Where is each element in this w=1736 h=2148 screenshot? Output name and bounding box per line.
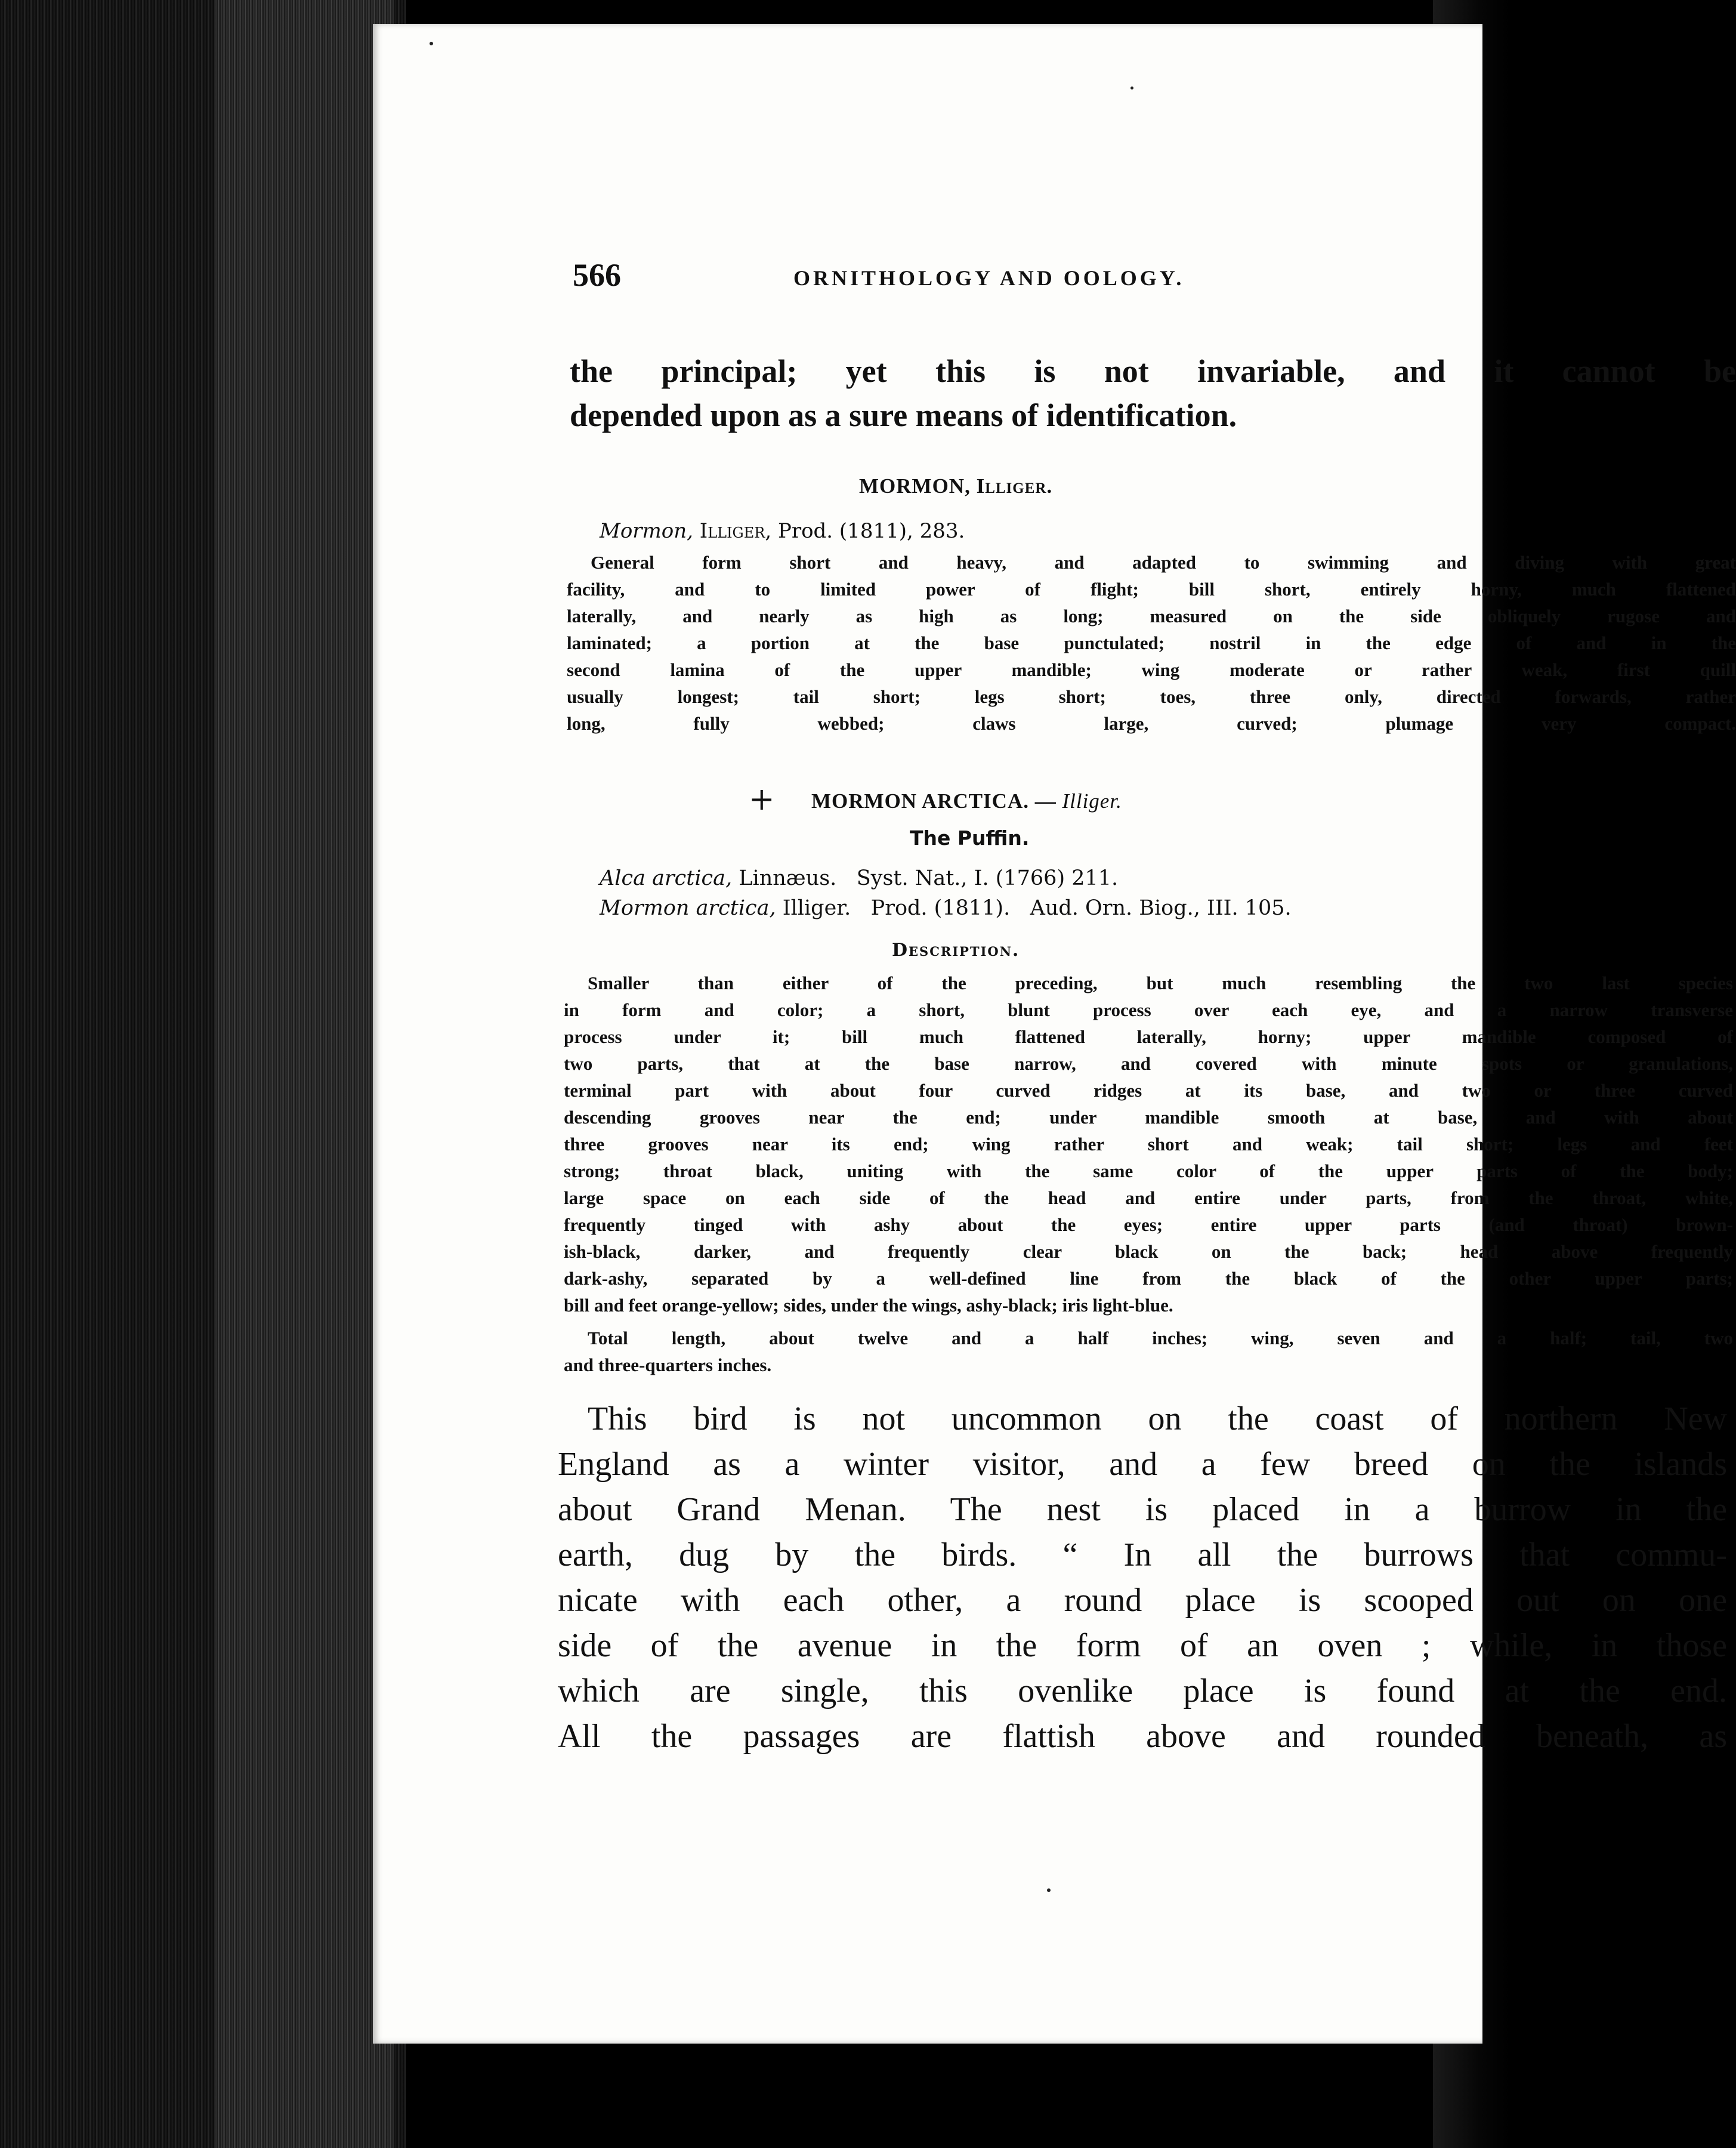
text-line: which are single, this ovenlike place is found at the end.: [558, 1672, 1727, 1709]
genus-reference: [600, 519, 965, 543]
page-number: 566: [573, 257, 621, 293]
text-line: usually longest; tail short; legs short; toes, three only, directed forwards, rather: [567, 686, 1736, 707]
text-line: laminated; a portion at the base punctulated; nostril in the edge of and in the: [567, 632, 1736, 653]
text-line: England as a winter visitor, and a few breed on the islands: [558, 1446, 1727, 1483]
genus-reference-name: Mormon,: [600, 519, 693, 543]
text-line: the principal; yet this is not invariable, and it cannot be: [570, 353, 1736, 389]
text-line: dark-ashy, separated by a well-defined line from the black of the other upper parts;: [564, 1268, 1733, 1289]
genus-reference-rest: Prod. (1811), 283.: [777, 519, 965, 543]
species-description: [564, 970, 1733, 1319]
margin-mark: +: [749, 782, 775, 817]
genus-name: MORMON,: [859, 474, 971, 498]
text-line: descending grooves near the end; under mandible smooth at base, and with about: [564, 1107, 1733, 1128]
text-line: terminal part with about four curved ridges at its base, and two or three curved: [564, 1080, 1733, 1101]
continuation-paragraph: [570, 349, 1736, 437]
text-line: about Grand Menan. The nest is placed in a burrow in the: [558, 1491, 1727, 1528]
text-line: second lamina of the upper mandible; wing moderate or rather weak, first quill: [567, 659, 1736, 680]
print-speck: [1047, 1888, 1051, 1892]
synonym-citation: Linnæus. Syst. Nat., I. (1766) 211.: [739, 866, 1119, 890]
text-line: strong; throat black, uniting with the same color of the upper parts of the body;: [564, 1161, 1733, 1181]
text-line: General form short and heavy, and adapted to swimming and diving with great: [591, 552, 1736, 573]
genus-reference-author: Illiger,: [699, 519, 772, 543]
species-name: MORMON ARCTICA. —: [811, 789, 1057, 813]
text-line: nicate with each other, a round place is scooped out on one: [558, 1582, 1727, 1619]
text-line: long, fully webbed; claws large, curved; plumage very compact.: [567, 713, 1736, 734]
narrative-paragraph: [558, 1396, 1727, 1759]
common-name: The Puffin.: [910, 826, 1030, 850]
text-line: earth, dug by the birds. “ In all the burrows that commu-: [558, 1536, 1727, 1573]
running-head: ORNITHOLOGY AND OOLOGY.: [793, 266, 1185, 290]
text-line: process under it; bill much flattened laterally, horny; upper mandible composed of: [564, 1026, 1733, 1047]
synonym-name: Alca arctica,: [600, 866, 733, 890]
description-heading: Description.: [892, 940, 1020, 961]
species-dimensions: [564, 1325, 1733, 1378]
synonym-line: [600, 896, 1292, 920]
text-line: facility, and to limited power of flight; bill short, entirely horny, much flattened: [567, 579, 1736, 600]
synonym-line: [600, 866, 1118, 890]
genus-heading: [859, 474, 1052, 498]
text-line: side of the avenue in the form of an oven ; while, in those: [558, 1627, 1727, 1664]
text-line: bill and feet orange-yellow; sides, under the wings, ashy-black; iris light-blue.: [564, 1295, 1173, 1316]
print-speck: [1130, 87, 1133, 90]
genus-author: Illiger.: [976, 474, 1053, 498]
text-line: ish-black, darker, and frequently clear black on the back; head above frequently: [564, 1241, 1733, 1262]
page-edges: [215, 0, 394, 2148]
text-line: Total length, about twelve and a half inches; wing, seven and a half; tail, two: [588, 1328, 1733, 1348]
book-page: [373, 24, 1736, 2044]
text-line: This bird is not uncommon on the coast of northern New: [588, 1400, 1727, 1437]
text-line: laterally, and nearly as high as long; measured on the side obliquely rugose and: [567, 606, 1736, 626]
text-line: depended upon as a sure means of identification.: [570, 397, 1237, 433]
species-author: Illiger.: [1062, 789, 1122, 813]
text-line: three grooves near its end; wing rather short and weak; tail short; legs and feet: [564, 1134, 1733, 1155]
species-heading: [811, 789, 1122, 813]
synonym-name: Mormon arctica,: [600, 896, 776, 920]
text-line: large space on each side of the head and entire under parts, from the throat, white,: [564, 1187, 1733, 1208]
text-line: two parts, that at the base narrow, and covered with minute spots or granulations,: [564, 1053, 1733, 1074]
genus-description: [567, 549, 1736, 737]
text-line: and three-quarters inches.: [564, 1354, 772, 1375]
text-line: Smaller than either of the preceding, but much resembling the two last species: [588, 973, 1733, 993]
text-line: frequently tinged with ashy about the eyes; entire upper parts (and throat) brown-: [564, 1214, 1733, 1235]
print-speck: [430, 42, 433, 45]
text-line: All the passages are flattish above and rounded beneath, as: [558, 1718, 1727, 1755]
text-line: in form and color; a short, blunt process over each eye, and a narrow transverse: [564, 999, 1733, 1020]
synonym-citation: Illiger. Prod. (1811). Aud. Orn. Biog., III. 105.: [782, 896, 1292, 920]
